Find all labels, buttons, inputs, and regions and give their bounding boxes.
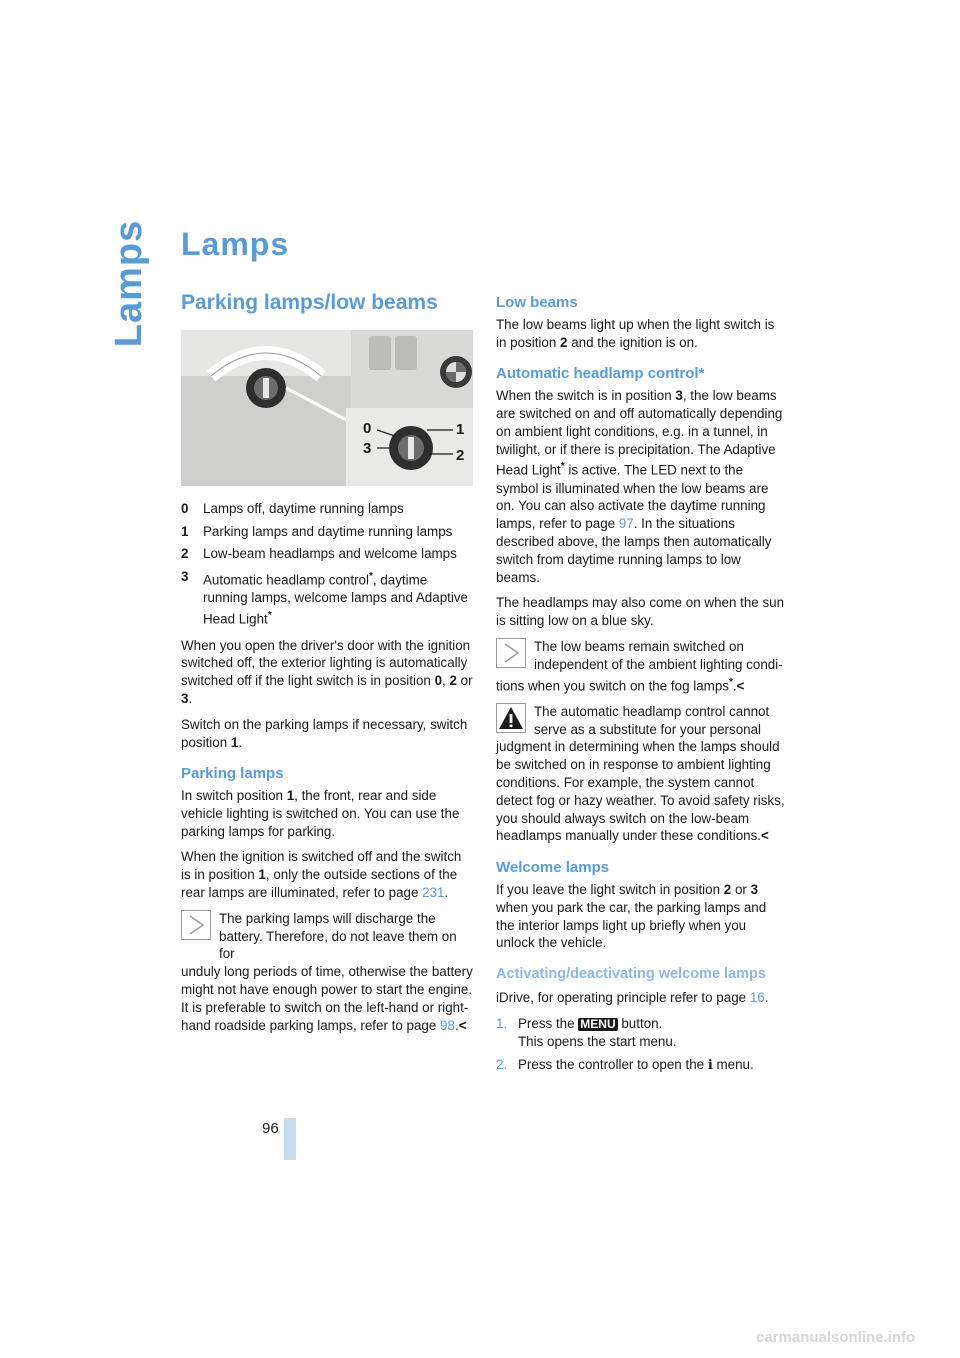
paragraph: iDrive, for operating principle refer to page 16. xyxy=(496,990,769,1006)
side-tab-label: Lamps xyxy=(108,219,151,347)
light-switch-figure xyxy=(181,330,473,486)
info-icon: i xyxy=(707,1057,713,1073)
list-item: 1. Press the MENU button. This opens the start menu. xyxy=(496,1016,677,1049)
warning-triangle-icon xyxy=(496,703,526,733)
page-link-231[interactable]: 231 xyxy=(422,885,445,901)
note-arrow-icon xyxy=(496,638,526,668)
subheading-parking-lamps: Parking lamps xyxy=(181,765,284,783)
warning-automatic-headlamp: The automatic headlamp control cannot serve as a substitute for your personal judgment in determining when the lamps should be switched on in response to ambient lighting conditions. For example, the system cannot detect fog or hazy weather. To avoid safety risks, you should always switch on the low-beam headlamps manually under these conditions.< xyxy=(496,703,785,844)
list-item: 3 Automatic headlamp control*, daytime running lamps, welcome lamps and Adaptive Head Light* xyxy=(181,569,468,627)
list-item: 2. Press the controller to open the i menu. xyxy=(496,1056,754,1073)
watermark: carmanualsonline.info xyxy=(756,1329,916,1346)
paragraph: Switch on the parking lamps if necessary, switch position 1. xyxy=(181,716,468,750)
note-arrow-icon xyxy=(181,910,211,940)
paragraph: If you leave the light switch in position 2 or 3 when you park the car, the parking lamps and the interior lamps light up briefly when you unlock the vehicle. xyxy=(496,882,767,951)
subheading-low-beams: Low beams xyxy=(496,294,578,311)
section-heading-parking-low-beams: Parking lamps/low beams xyxy=(181,291,438,314)
page-link-98[interactable]: 98 xyxy=(440,1017,455,1033)
page-number: 96 xyxy=(262,1120,279,1137)
menu-button-icon: MENU xyxy=(580,1017,616,1032)
figure-label-0: 0 xyxy=(363,419,372,437)
switch-position-list xyxy=(181,500,473,629)
figure-label-1: 1 xyxy=(456,420,465,438)
list-item: 0 Lamps off, daytime running lamps xyxy=(181,500,404,516)
list-item: 1 Parking lamps and daytime running lamps xyxy=(181,523,453,539)
paragraph: The low beams light up when the light switch is in position 2 and the ignition is on. xyxy=(496,316,775,350)
subheading-automatic-headlamp-control: Automatic headlamp control* xyxy=(496,365,705,383)
side-tab xyxy=(108,219,152,347)
page-title: Lamps xyxy=(181,226,290,262)
subheading-activating-welcome-lamps: Activating/deactivating welcome lamps xyxy=(496,966,766,983)
page-link-97[interactable]: 97 xyxy=(618,516,634,532)
paragraph: In switch position 1, the front, rear and side vehicle lighting is switched on. You can use the parking lamps for parking. xyxy=(181,788,460,839)
right-column xyxy=(496,294,788,1082)
note-parking-lamps: The parking lamps will discharge the battery. Therefore, do not leave them on for unduly long periods of time, otherwise the battery might not have enough power to start the engine. It is preferable to switch on the left-hand or right-hand roadside parking lamps, refer to page 98.< xyxy=(181,910,473,1033)
figure-label-3: 3 xyxy=(363,439,372,457)
paragraph: The headlamps may also come on when the sun is sitting low on a blue sky. xyxy=(496,595,785,629)
steps-list xyxy=(496,1015,788,1074)
page-number-bar xyxy=(284,1118,296,1160)
page-link-16[interactable]: 16 xyxy=(749,990,765,1006)
left-column xyxy=(181,291,473,1042)
list-item: 2 Low-beam headlamps and welcome lamps xyxy=(181,546,457,562)
figure-label-2: 2 xyxy=(456,446,465,464)
subheading-welcome-lamps: Welcome lamps xyxy=(496,859,610,877)
paragraph: When you open the driver's door with the ignition switched off, the exterior lighting is automatically switched off if the light switch is in position 0, 2 or 3. xyxy=(181,637,473,706)
paragraph: When the ignition is switched off and the switch is in position 1, only the outside sections of the rear lamps are illuminated, refer to page 231. xyxy=(181,849,462,901)
note-fog-lamps: The low beams remain switched on independent of the ambient lighting condi- tions when you switch on the fog lamps*.< xyxy=(496,639,783,694)
paragraph: When the switch is in position 3, the low beams are switched on and off automatically depending on ambient light conditions, e.g. in a tunnel, in twilight, or if there is precipitation. The Adaptive Head Light* is active. The LED next to the symbol is illuminated when the low beams are on. You can also activate the daytime running lamps, refer to page 97. In the situations described above, the lamps then automatically switch from daytime running lamps to low beams. xyxy=(496,388,783,585)
